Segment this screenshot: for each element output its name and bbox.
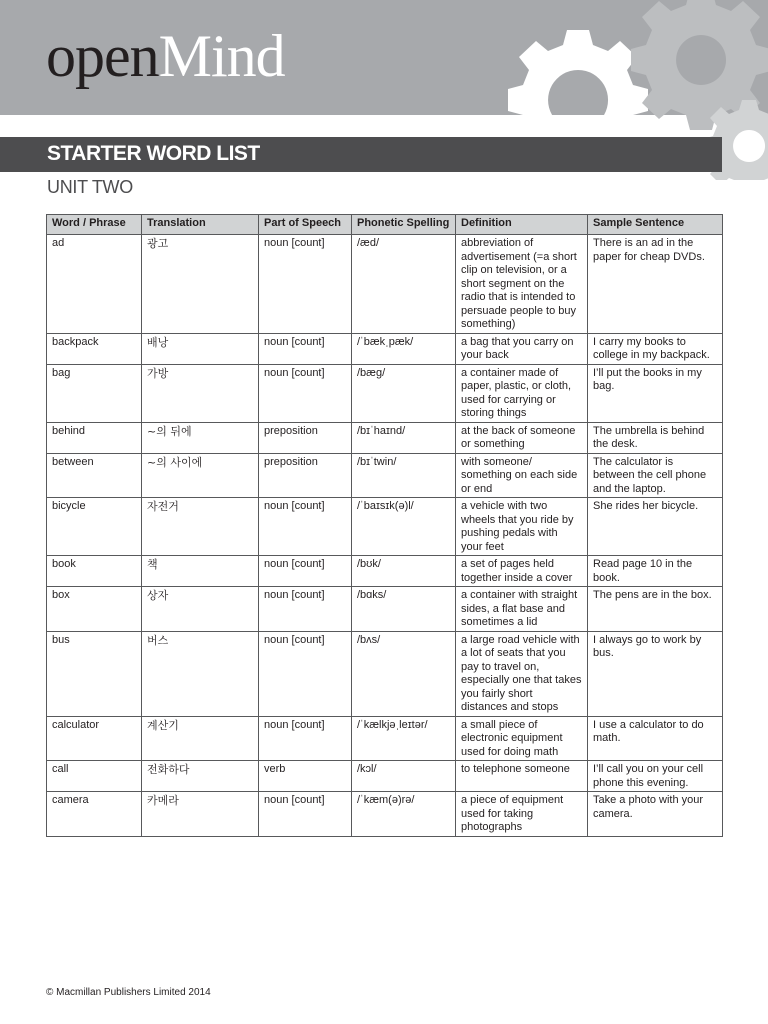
- brand-logo: [46, 23, 285, 89]
- cell-word: bag: [47, 364, 142, 422]
- cell-phonetic: /ˈkæm(ə)rə/: [352, 792, 456, 837]
- cell-sentence: I’ll put the books in my bag.: [588, 364, 723, 422]
- cell-word: box: [47, 587, 142, 632]
- cell-translation: ~의 뒤에: [142, 422, 259, 453]
- table-row: [47, 364, 723, 422]
- table-row: [47, 761, 723, 792]
- cell-definition: a set of pages held together inside a cover: [456, 556, 588, 587]
- cell-definition: abbreviation of advertisement (=a short clip on television, or a short segment on the radio that is intended to persuade people to buy something): [456, 235, 588, 334]
- logo-word-mind: Mind: [158, 23, 285, 89]
- cell-part-of-speech: noun [count]: [259, 364, 352, 422]
- cell-sentence: Read page 10 in the book.: [588, 556, 723, 587]
- logo-word-open: open: [46, 23, 159, 89]
- cell-definition: to telephone someone: [456, 761, 588, 792]
- cell-definition: a large road vehicle with a lot of seats that you pay to travel on, especially one that takes you fairly short distances and stops: [456, 631, 588, 716]
- table-row: [47, 422, 723, 453]
- cell-sentence: There is an ad in the paper for cheap DVDs.: [588, 235, 723, 334]
- cell-word: backpack: [47, 333, 142, 364]
- cell-translation: 가방: [142, 364, 259, 422]
- cell-definition: a container with straight sides, a flat base and sometimes a lid: [456, 587, 588, 632]
- cell-part-of-speech: noun [count]: [259, 235, 352, 334]
- column-header-part-of-speech: Part of Speech: [259, 215, 352, 235]
- cell-sentence: I use a calculator to do math.: [588, 716, 723, 761]
- cell-translation: 카메라: [142, 792, 259, 837]
- cell-word: camera: [47, 792, 142, 837]
- cell-word: call: [47, 761, 142, 792]
- cell-definition: a bag that you carry on your back: [456, 333, 588, 364]
- cell-translation: 광고: [142, 235, 259, 334]
- cell-word: bus: [47, 631, 142, 716]
- cell-translation: 버스: [142, 631, 259, 716]
- cell-definition: a piece of equipment used for taking photographs: [456, 792, 588, 837]
- cell-definition: with someone/ something on each side or end: [456, 453, 588, 498]
- cell-phonetic: /bʊk/: [352, 556, 456, 587]
- cell-phonetic: /kɔl/: [352, 761, 456, 792]
- cell-definition: a container made of paper, plastic, or cloth, used for carrying or storing things: [456, 364, 588, 422]
- cell-part-of-speech: verb: [259, 761, 352, 792]
- cell-definition: at the back of someone or something: [456, 422, 588, 453]
- table-row: [47, 235, 723, 334]
- table-row: [47, 792, 723, 837]
- cell-word: bicycle: [47, 498, 142, 556]
- cell-sentence: The pens are in the box.: [588, 587, 723, 632]
- cell-part-of-speech: noun [count]: [259, 587, 352, 632]
- cell-part-of-speech: preposition: [259, 422, 352, 453]
- page-title: STARTER WORD LIST: [47, 142, 260, 165]
- cell-sentence: I carry my books to college in my backpack.: [588, 333, 723, 364]
- cell-translation: ~의 사이에: [142, 453, 259, 498]
- cell-translation: 상자: [142, 587, 259, 632]
- cell-sentence: Take a photo with your camera.: [588, 792, 723, 837]
- cell-sentence: I’ll call you on your cell phone this evening.: [588, 761, 723, 792]
- cell-sentence: The umbrella is behind the desk.: [588, 422, 723, 453]
- cell-word: calculator: [47, 716, 142, 761]
- cell-part-of-speech: noun [count]: [259, 498, 352, 556]
- cell-translation: 자전거: [142, 498, 259, 556]
- column-header-word: Word / Phrase: [47, 215, 142, 235]
- cell-phonetic: /ˈbaɪsɪk(ə)l/: [352, 498, 456, 556]
- cell-part-of-speech: noun [count]: [259, 792, 352, 837]
- column-header-translation: Translation: [142, 215, 259, 235]
- table-row: [47, 453, 723, 498]
- column-header-sentence: Sample Sentence: [588, 215, 723, 235]
- table-row: [47, 556, 723, 587]
- table-row: [47, 587, 723, 632]
- cell-phonetic: /bɑks/: [352, 587, 456, 632]
- cell-sentence: The calculator is between the cell phone and the laptop.: [588, 453, 723, 498]
- column-header-definition: Definition: [456, 215, 588, 235]
- cell-sentence: I always go to work by bus.: [588, 631, 723, 716]
- copyright-footer: © Macmillan Publishers Limited 2014: [46, 987, 211, 998]
- cell-phonetic: /bʌs/: [352, 631, 456, 716]
- cell-word: book: [47, 556, 142, 587]
- column-header-phonetic: Phonetic Spelling: [352, 215, 456, 235]
- cell-sentence: She rides her bicycle.: [588, 498, 723, 556]
- cell-part-of-speech: noun [count]: [259, 556, 352, 587]
- cell-phonetic: /ˈbækˌpæk/: [352, 333, 456, 364]
- cell-phonetic: /æd/: [352, 235, 456, 334]
- cell-phonetic: /ˈkælkjəˌleɪtər/: [352, 716, 456, 761]
- table-header-row: [47, 215, 723, 235]
- table-row: [47, 333, 723, 364]
- cell-translation: 계산기: [142, 716, 259, 761]
- cell-part-of-speech: preposition: [259, 453, 352, 498]
- word-list-table: [46, 214, 723, 837]
- table-row: [47, 716, 723, 761]
- cell-translation: 책: [142, 556, 259, 587]
- cell-phonetic: /bɪˈhaɪnd/: [352, 422, 456, 453]
- cell-word: between: [47, 453, 142, 498]
- cell-translation: 배낭: [142, 333, 259, 364]
- title-bar: [0, 137, 722, 172]
- cell-translation: 전화하다: [142, 761, 259, 792]
- unit-subtitle: UNIT TWO: [47, 177, 133, 197]
- cell-part-of-speech: noun [count]: [259, 333, 352, 364]
- cell-word: ad: [47, 235, 142, 334]
- cell-part-of-speech: noun [count]: [259, 716, 352, 761]
- cell-word: behind: [47, 422, 142, 453]
- cell-phonetic: /bɪˈtwin/: [352, 453, 456, 498]
- cell-definition: a vehicle with two wheels that you ride by pushing pedals with your feet: [456, 498, 588, 556]
- table-row: [47, 631, 723, 716]
- cell-part-of-speech: noun [count]: [259, 631, 352, 716]
- table-row: [47, 498, 723, 556]
- cell-phonetic: /bæg/: [352, 364, 456, 422]
- cell-definition: a small piece of electronic equipment used for doing math: [456, 716, 588, 761]
